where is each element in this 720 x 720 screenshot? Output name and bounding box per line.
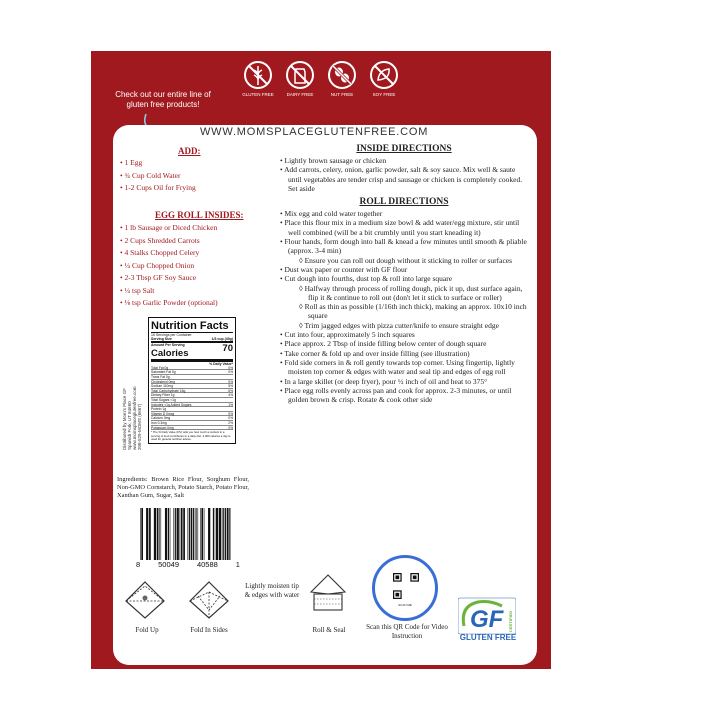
nutrition-rows	[151, 366, 233, 430]
direction-step: • Fold side corners in & roll gently towards top corner. Using fingertip, lightly moisten top corner & edges with water and seal tip and edges of egg roll	[278, 358, 530, 377]
sub-step: ◊ Roll as thin as possible (1/16th inch thick), making an approx. 10x10 inch square	[278, 302, 530, 321]
fold-up-diagram-icon	[124, 580, 166, 620]
directions-column	[278, 143, 530, 404]
distributor-lines	[122, 386, 142, 450]
direction-step: • Place approx. 2 Tbsp of inside filling below center of dough square	[278, 339, 530, 348]
wheat-crossed-icon	[243, 60, 273, 90]
direction-step: • Take corner & fold up and over inside filling (see illustration)	[278, 349, 530, 358]
list-item: • ⅛ tsp Garlic Powder (optional)	[120, 297, 218, 310]
nutrient-label: Vitamin D 0mcg	[151, 411, 175, 416]
barcode-bar	[149, 508, 151, 560]
direction-step: • Add carrots, celery, onion, garlic powder, salt & soy sauce. Mix well & saute until vegetables are tender crisp and sausage or chicken is completely cooked. Set aside	[278, 165, 530, 193]
soy-free-label: SOY FREE	[372, 92, 396, 97]
direction-step: • Flour hands, form dough into ball & knead a few minutes until smooth & pliable (approx. 3-4 min)	[278, 237, 530, 256]
list-item: • 2-3 Tbsp GF Soy Sauce	[120, 272, 218, 285]
inside-directions-list	[278, 156, 530, 193]
nutrient-dv: 0%	[228, 425, 233, 430]
barcode-digit: 50049	[158, 560, 179, 569]
distributor-info	[122, 340, 147, 450]
egg-roll-insides-header: EGG ROLL INSIDES:	[155, 210, 244, 220]
calories-row	[151, 341, 233, 361]
barcode-bar	[191, 508, 193, 560]
list-item: • ¼ Cup Chopped Onion	[120, 260, 218, 273]
nutrition-facts-label	[148, 317, 236, 444]
barcode-bar	[195, 508, 196, 560]
direction-step: • Lightly brown sausage or chicken	[278, 156, 530, 165]
barcode-bar	[175, 508, 176, 560]
nutrient-dv: 2%	[228, 420, 233, 425]
qr-scan-me: SCAN ME	[398, 603, 412, 607]
qr-module	[395, 575, 399, 579]
nutrient-dv: 5%	[228, 384, 233, 389]
sub-step: ◊ Ensure you can roll out dough without it sticking to roller or surfaces	[278, 256, 530, 265]
nut-free-badge	[324, 60, 360, 97]
barcode-number	[136, 560, 240, 569]
fold-up-caption: Fold Up	[135, 626, 159, 634]
sub-step: ◊ Halfway through process of rolling dough, pick it up, dust surface again, flip it & continue to roll out (don't let it stick to surface or roller)	[278, 284, 530, 303]
fold-in-sides-diagram-icon	[188, 580, 230, 620]
add-list	[120, 157, 196, 195]
barcode	[140, 508, 238, 560]
barcode-bar	[165, 508, 167, 560]
roll-and-seal-diagram-icon	[308, 572, 348, 620]
barcode-bar	[183, 508, 185, 560]
direction-step: • Cut into four, approximately 5 inch squares	[278, 330, 530, 339]
barcode-digit: 8	[136, 560, 141, 569]
nutrient-label: Protein 1g	[151, 407, 167, 412]
add-header: ADD:	[178, 146, 201, 156]
amount-per-serving: Amount Per Serving	[151, 343, 185, 348]
nutrient-label: Total Fat 0g	[151, 365, 169, 370]
direction-step: • In a large skillet (or deep fryer), pour ½ inch of oil and heat to 375°	[278, 377, 530, 386]
nutrient-label: Potassium 0mg	[151, 425, 174, 430]
barcode-bar	[223, 508, 224, 560]
barcode-bar	[170, 508, 171, 560]
barcode-bar	[173, 508, 174, 560]
barcode-bar	[215, 508, 216, 560]
barcode-bar	[140, 508, 141, 560]
distributor-line: 208-529-MOMS (6667)	[137, 403, 142, 450]
nutrient-label: Calcium 0mg	[151, 416, 171, 421]
barcode-bar	[201, 508, 203, 560]
distributor-line: Distributed by Mom's Place GF	[122, 388, 127, 450]
barcode-bar	[141, 508, 143, 560]
ingredients: Ingredients: Brown Rice Flour, Sorghum Flour, Non-GMO Cornstarch, Potato Starch, Potato Flour, Xanthan Gum, Sugar, Salt	[117, 476, 249, 499]
nutrient-dv: 0%	[228, 411, 233, 416]
barcode-digit: 1	[235, 560, 240, 569]
nutrient-label: Saturated Fat 0g	[151, 370, 176, 375]
qr-module	[413, 575, 417, 579]
nutrient-label: Total Sugars <1g	[151, 397, 176, 402]
sub-step: ◊ Trim jagged edges with pizza cutter/knife to ensure straight edge	[278, 321, 530, 330]
list-item: • 1-2 Cups Oil for Frying	[120, 182, 196, 195]
roll-seal-caption: Roll & Seal	[312, 626, 346, 634]
barcode-bar	[225, 508, 226, 560]
direction-step: • Dust wax paper or counter with GF flour	[278, 265, 530, 274]
nutrient-dv: 0%	[228, 365, 233, 370]
servings: 16 Servings per Container	[151, 333, 192, 337]
soy-free-badge	[366, 60, 402, 97]
barcode-bar	[180, 508, 181, 560]
certified-badge-text: CERTIFIED	[508, 610, 513, 632]
barcode-bar	[227, 508, 229, 560]
serving-size-value: 1/3 cup (40g)	[211, 337, 233, 342]
direction-step: • Mix egg and cold water together	[278, 209, 530, 218]
barcode-bar	[157, 508, 159, 560]
nutrient-label: Cholesterol 0mg	[151, 379, 176, 384]
barcode-bar	[196, 508, 197, 560]
barcode-bar	[204, 508, 205, 560]
barcode-bar	[189, 508, 190, 560]
barcode-bar	[200, 508, 201, 560]
calories-value: 70	[222, 343, 233, 355]
barcode-bar	[146, 508, 148, 560]
qr-code[interactable]	[393, 573, 419, 599]
direction-step: • Cut dough into fourths, dust top & roll into large square	[278, 274, 530, 283]
barcode-bar	[159, 508, 160, 560]
soybean-crossed-icon	[369, 60, 399, 90]
gluten-free-cert-label: GLUTEN FREE	[459, 633, 517, 642]
barcode-bar	[219, 508, 221, 560]
list-item: • ¼ tsp Salt	[120, 285, 218, 298]
inside-directions-header: INSIDE DIRECTIONS	[356, 144, 452, 154]
nutrition-footnote: * The % Daily Value (DV) tells you how much a nutrient in a serving of food contributes to a daily diet. 2,000 calories a day is used for general nutrition advice.	[151, 430, 231, 441]
fold-in-sides-caption: Fold In Sides	[190, 626, 228, 634]
barcode-bar	[161, 508, 162, 560]
nutrient-dv: 0%	[228, 379, 233, 384]
list-item: • 4 Stalks Chopped Celery	[120, 247, 218, 260]
gf-certified-logo-icon	[458, 596, 516, 636]
direction-step: • Place egg rolls evenly across pan and cook for approx. 2-3 minutes, or until golden brown & crisp. Rotate & cook other side	[278, 386, 530, 405]
allergen-icons	[240, 60, 402, 97]
nutrient-label: Includes <1g Added Sugars	[151, 402, 192, 407]
peanut-crossed-icon	[327, 60, 357, 90]
nutrient-label: Sodium 110mg	[151, 384, 173, 389]
moisten-caption: Lightly moisten tip & edges with water	[244, 582, 300, 599]
barcode-bar	[177, 508, 179, 560]
qr-code-badge[interactable]	[372, 555, 438, 621]
barcode-bar	[154, 508, 156, 560]
barcode-bar	[168, 508, 169, 560]
egg-roll-insides-list	[120, 222, 218, 310]
nutrient-label: Dietary Fiber 1g	[151, 393, 175, 398]
barcode-bar	[198, 508, 199, 560]
gluten-free-label: GLUTEN FREE	[242, 92, 274, 97]
serving-size-label: Serving Size	[151, 337, 172, 342]
list-item: • 2 Cups Shredded Carrots	[120, 235, 218, 248]
barcode-digit: 40588	[196, 560, 218, 569]
barcode-bar	[208, 508, 210, 560]
list-item: • 1 lb Sausage or Diced Chicken	[120, 222, 218, 235]
barcode-bar	[193, 508, 194, 560]
nutrient-label: Total Carbohydrate 16g	[151, 388, 186, 393]
barcode-bar	[229, 508, 230, 560]
nutrient-dv: 4%	[228, 393, 233, 398]
distributor-line: Spanish Fork, UT 84660	[127, 401, 132, 450]
daily-value-header: % Daily Value*	[209, 361, 233, 366]
checkout-text: Check out our entire line of gluten free products!	[115, 90, 211, 109]
nutrient-dv: 1%	[228, 402, 233, 407]
qr-caption: Scan this QR Code for Video Instruction	[366, 623, 448, 640]
milk-crossed-icon	[285, 60, 315, 90]
barcode-bar	[216, 508, 218, 560]
qr-module	[395, 593, 399, 597]
direction-step: • Place this flour mix in a medium size bowl & add water/egg mixture, stir until well combined (will be a bit crumbly until you start kneading it)	[278, 218, 530, 237]
gf-logo-letters: GF	[470, 606, 504, 633]
nutrient-dv: 0%	[228, 416, 233, 421]
barcode-bar	[181, 508, 183, 560]
dairy-free-label: DAIRY FREE	[286, 92, 314, 97]
list-item: • 1 Egg	[120, 157, 196, 170]
dairy-free-badge	[282, 60, 318, 97]
list-item: • ¾ Cup Cold Water	[120, 170, 196, 183]
barcode-bar	[213, 508, 214, 560]
nut-free-label: NUT FREE	[330, 92, 354, 97]
distributor-line: www.momsplaceglutenfree.com	[132, 386, 137, 450]
nutrient-label: Trans Fat 0g	[151, 375, 170, 379]
gluten-free-badge	[240, 60, 276, 97]
website-url[interactable]: WWW.MOMSPLACEGLUTENFREE.COM	[200, 126, 429, 138]
roll-directions-header: ROLL DIRECTIONS	[359, 197, 449, 208]
roll-directions-list	[278, 209, 530, 404]
barcode-bar	[188, 508, 189, 560]
nutrient-dv: 0%	[228, 370, 233, 375]
nutrient-label: Iron 0.3mg	[151, 420, 167, 425]
nutrient-dv: 6%	[228, 388, 233, 393]
barcode-bar	[222, 508, 223, 560]
nutrition-title: Nutrition Facts	[151, 320, 233, 333]
calories-label: Calories	[151, 347, 189, 359]
